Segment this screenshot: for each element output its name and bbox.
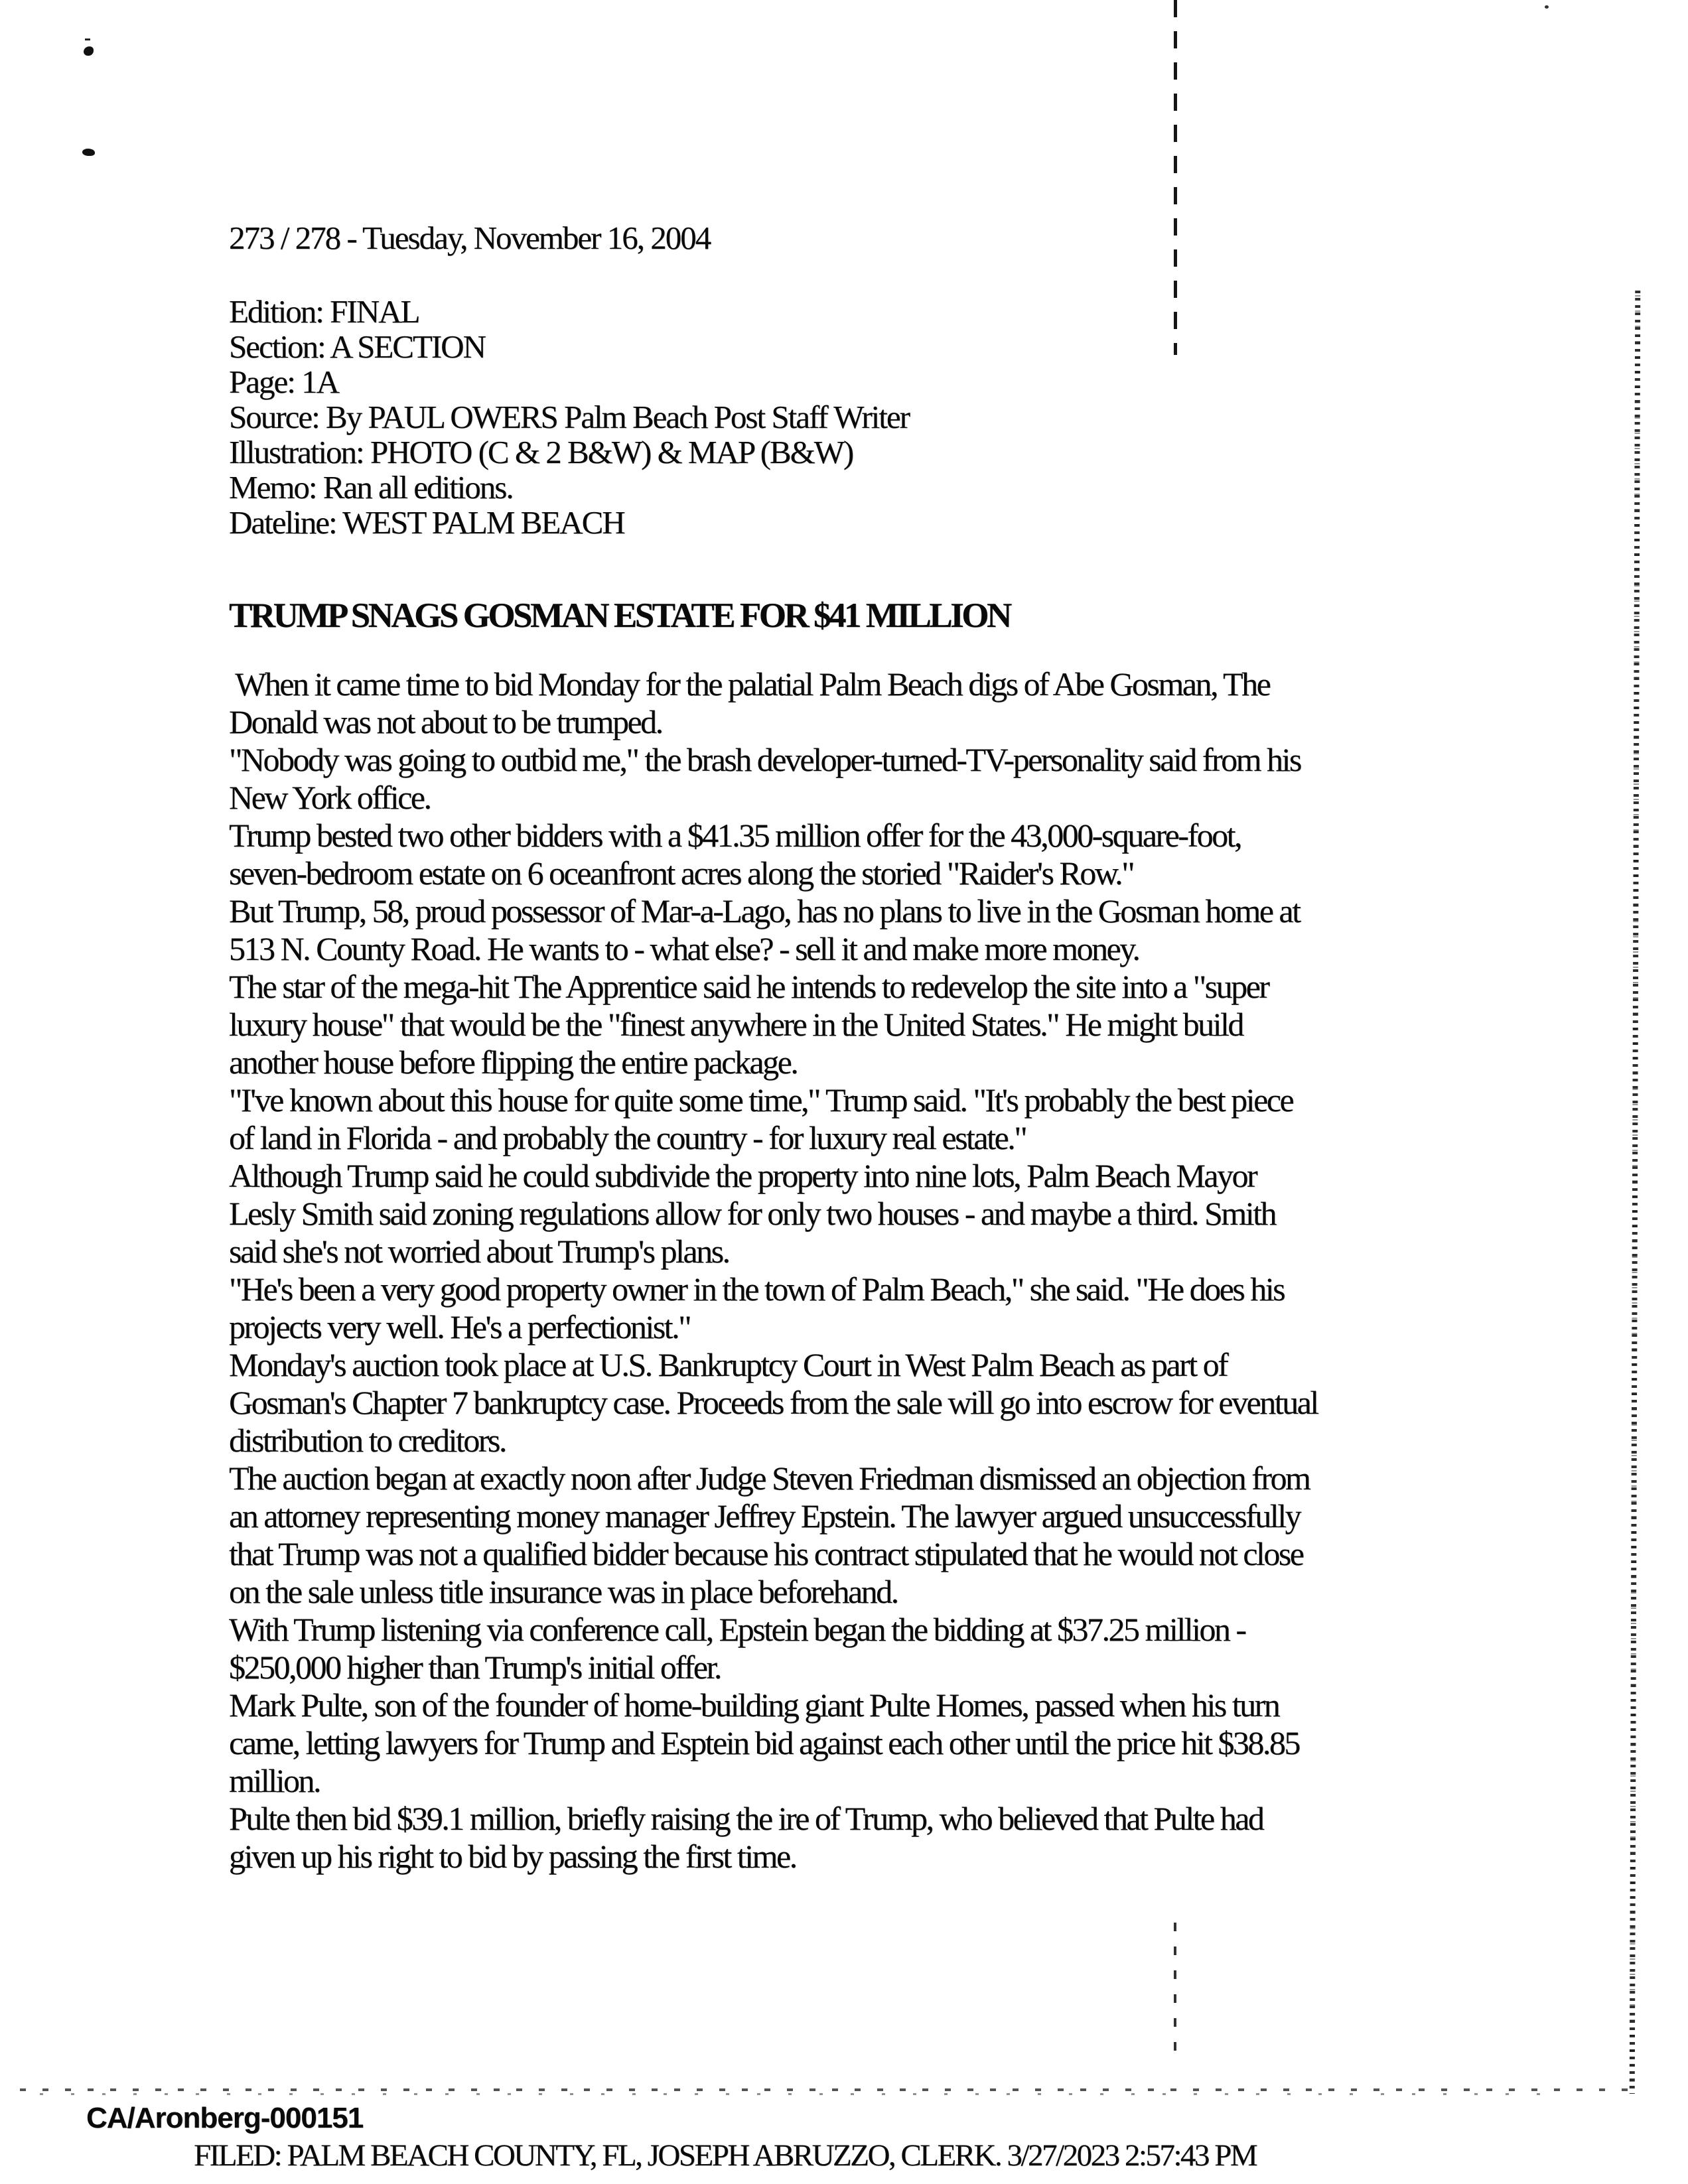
article-body-line: Pulte then bid $39.1 million, briefly raising the ire of Trump, who believed that Pulte had (229, 1800, 1263, 1837)
article-body-line: said she's not worried about Trump's plans. (229, 1233, 729, 1270)
scan-speck-artifact (84, 46, 94, 56)
article-body (229, 665, 1318, 1876)
article-body-line: With Trump listening via conference call, Epstein began the bidding at $37.25 million - (229, 1611, 1245, 1648)
article-body-line: given up his right to bid by passing the first time. (229, 1838, 796, 1875)
article-body-line: came, letting lawyers for Trump and Esptein bid against each other until the price hit $38.85 (229, 1724, 1299, 1761)
article-body-line: When it came time to bid Monday for the palatial Palm Beach digs of Abe Gosman, The (229, 665, 1270, 703)
article-body-line: luxury house" that would be the "finest anywhere in the United States." He might build (229, 1006, 1243, 1043)
scan-speck-artifact (82, 149, 95, 156)
scan-noise-row-artifact (40, 2093, 1566, 2095)
article-body-line: of land in Florida - and probably the country - for luxury real estate." (229, 1119, 1026, 1156)
article-body-line: "He's been a very good property owner in the town of Palm Beach," she said. "He does his (229, 1270, 1285, 1308)
metadata-line: Page: 1A (229, 364, 338, 400)
article-body-line: "Nobody was going to outbid me," the brash developer-turned-TV-personality said from his (229, 741, 1301, 778)
article-body-line: Gosman's Chapter 7 bankruptcy case. Proceeds from the sale will go into escrow for eventual (229, 1384, 1318, 1421)
article-body-line: The auction began at exactly noon after Judge Steven Friedman dismissed an objection from (229, 1460, 1310, 1497)
article-body-line: New York office. (229, 779, 431, 816)
bates-number: CA/Aronberg-000151 (86, 2102, 364, 2134)
article-body-line: an attorney representing money manager Jeffrey Epstein. The lawyer argued unsuccessfully (229, 1497, 1301, 1535)
metadata-line: Section: A SECTION (229, 328, 485, 365)
article-body-line: projects very well. He's a perfectionist." (229, 1308, 690, 1345)
article-body-line: on the sale unless title insurance was in place beforehand. (229, 1573, 898, 1610)
article-body-line: million. (229, 1762, 320, 1799)
metadata-line: Memo: Ran all editions. (229, 469, 513, 506)
article-body-line: Monday's auction took place at U.S. Bankruptcy Court in West Palm Beach as part of (229, 1346, 1228, 1383)
article-body-line: that Trump was not a qualified bidder because his contract stipulated that he would not close (229, 1535, 1303, 1572)
article-body-line: another house before flipping the entire package. (229, 1044, 798, 1081)
scan-noise-band-artifact (1630, 291, 1641, 2094)
scan-noise-row-artifact (20, 2088, 1632, 2091)
court-filed-stamp: FILED: PALM BEACH COUNTY, FL, JOSEPH ABRUZZO, CLERK. 3/27/2023 2:57:43 PM (194, 2138, 1257, 2173)
article-body-line: Although Trump said he could subdivide the property into nine lots, Palm Beach Mayor (229, 1157, 1257, 1194)
article-body-line: seven-bedroom estate on 6 oceanfront acres along the storied "Raider's Row." (229, 854, 1134, 892)
page-index-dateline: 273 / 278 - Tuesday, November 16, 2004 (229, 220, 711, 256)
article-body-line: $250,000 higher than Trump's initial offer. (229, 1649, 721, 1686)
article-body-line: Lesly Smith said zoning regulations allow for only two houses - and maybe a third. Smith (229, 1195, 1275, 1232)
article-body-line: "I've known about this house for quite some time," Trump said. "It's probably the best piece (229, 1081, 1293, 1119)
article-body-line: Mark Pulte, son of the founder of home-building giant Pulte Homes, passed when his turn (229, 1686, 1279, 1724)
article-body-line: Donald was not about to be trumped. (229, 703, 662, 740)
article-body-line: Trump bested two other bidders with a $41.35 million offer for the 43,000-square-foot, (229, 817, 1241, 854)
article-body-line: 513 N. County Road. He wants to - what else? - sell it and make more money. (229, 930, 1139, 967)
article-body-line: But Trump, 58, proud possessor of Mar-a-Lago, has no plans to live in the Gosman home at (229, 892, 1300, 929)
metadata-line: Edition: FINAL (229, 293, 419, 330)
article-body-line: The star of the mega-hit The Apprentice said he intends to redevelop the site into a "super (229, 968, 1269, 1005)
article-body-line: distribution to creditors. (229, 1422, 506, 1459)
scan-speck-artifact (1545, 5, 1549, 9)
scan-dashed-line-artifact (1174, 0, 1177, 355)
metadata-line: Dateline: WEST PALM BEACH (229, 504, 624, 541)
metadata-line: Source: By PAUL OWERS Palm Beach Post Staff Writer (229, 399, 909, 435)
article-metadata-block (229, 294, 909, 540)
scan-dashed-line-artifact (1174, 1923, 1176, 2054)
article-headline: TRUMP SNAGS GOSMAN ESTATE FOR $41 MILLION (229, 596, 1010, 635)
metadata-line: Illustration: PHOTO (C & 2 B&W) & MAP (B&W) (229, 434, 853, 470)
